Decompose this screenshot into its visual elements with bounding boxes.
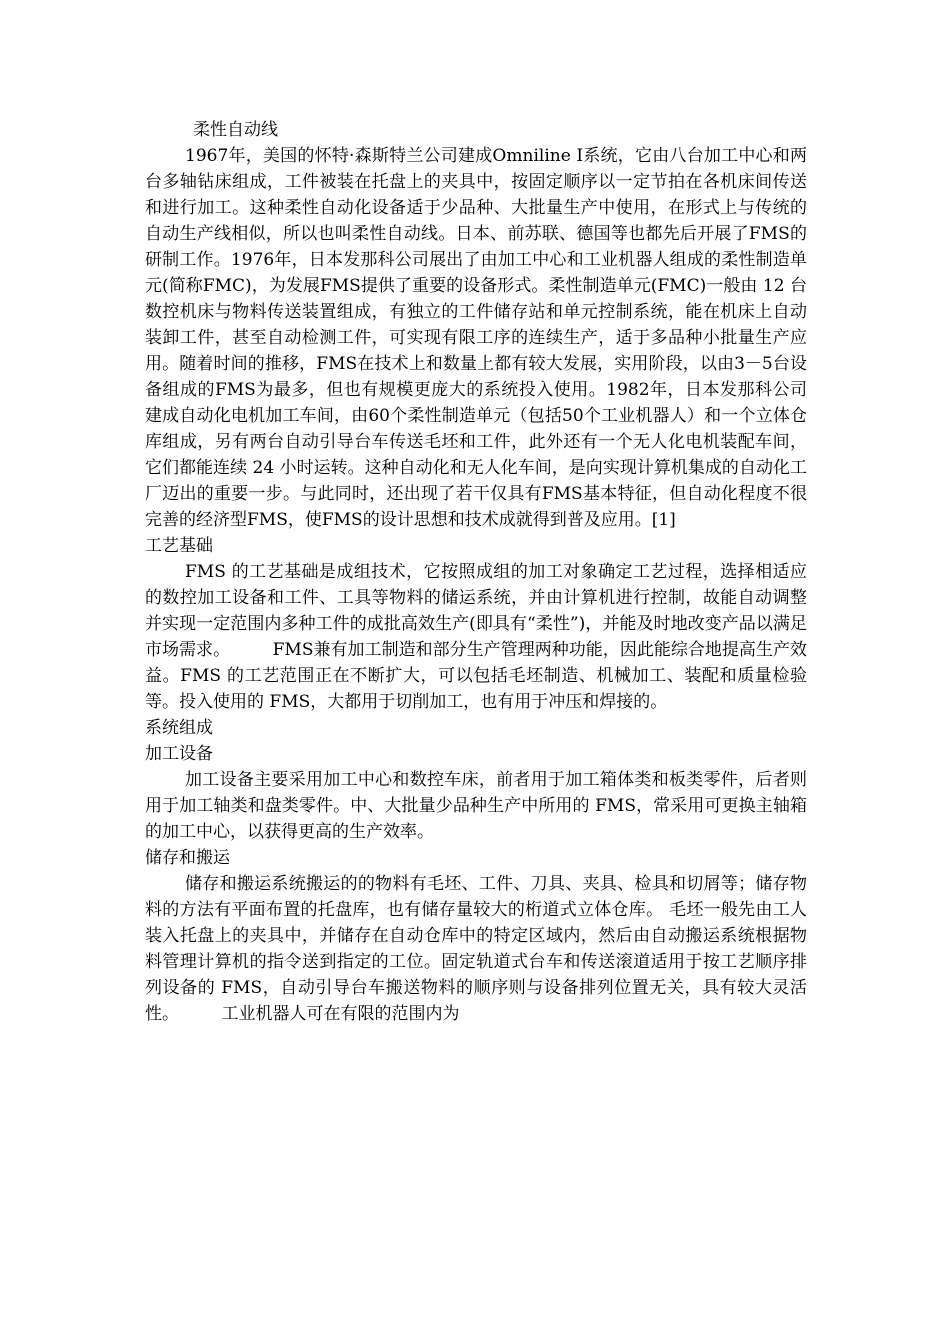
section-heading-flexible-line: 柔性自动线	[193, 120, 278, 140]
section-heading-system-composition: 系统组成	[145, 718, 213, 738]
section-heading-process-basis: 工艺基础	[145, 536, 213, 556]
document-body	[145, 117, 807, 1027]
paragraph-flexible-line: 1967年，美国的怀特·森斯特兰公司建成Omniline I系统，它由八台加工中心和两台多轴钻床组成，工件被装在托盘上的夹具中，按固定顺序以一定节拍在各机床间传送和进行加工。这种柔性自动化设备适于少品种、大批量生产中使用，在形式上与传统的自动生产线相似，所以也叫柔性自动线。日本、前苏联、德国等也都先后开展了FMS的研制工作。1976年，日本发那科公司展出了由加工中心和工业机器人组成的柔性制造单元(简称FMC)，为发展FMS提供了重要的设备形式。柔性制造单元(FMC)一般由 12 台数控机床与物料传送装置组成，有独立的工件储存站和单元控制系统，能在机床上自动装卸工件，甚至自动检测工件，可实现有限工序的连续生产，适于多品种小批量生产应用。随着时间的推移，FMS在技术上和数量上都有较大发展，实用阶段，以由3－5台设备组成的FMS为最多，但也有规模更庞大的系统投入使用。1982年，日本发那科公司建成自动化电机加工车间，由60个柔性制造单元（包括50个工业机器人）和一个立体仓库组成，另有两台自动引导台车传送毛坯和工件，此外还有一个无人化电机装配车间，它们都能连续 24 小时运转。这种自动化和无人化车间，是向实现计算机集成的自动化工厂迈出的重要一步。与此同时，还出现了若干仅具有FMS基本特征，但自动化程度不很完善的经济型FMS，使FMS的设计思想和技术成就得到普及应用。[1]	[145, 146, 807, 530]
paragraph-storage-transport: 储存和搬运系统搬运的的物料有毛坯、工件、刀具、夹具、检具和切屑等；储存物料的方法有平面布置的托盘库，也有储存量较大的桁道式立体仓库。 毛坯一般先由工人装入托盘上的夹具中，并储存在自动仓库中的特定区域内，然后由自动搬运系统根据物料管理计算机的指令送到指定的工位。固定轨道式台车和传送滚道适用于按工艺顺序排列设备的 FMS，自动引导台车搬送物料的顺序则与设备排列位置无关，具有较大灵活性。 工业机器人可在有限的范围内为	[145, 874, 807, 1024]
paragraph-processing-equipment: 加工设备主要采用加工中心和数控车床，前者用于加工箱体类和板类零件，后者则用于加工轴类和盘类零件。中、大批量少品种生产中所用的 FMS，常采用可更换主轴箱的加工中心，以获得更高的生产效率。	[145, 770, 807, 842]
section-heading-storage-transport: 储存和搬运	[145, 848, 230, 868]
paragraph-process-basis: FMS 的工艺基础是成组技术，它按照成组的加工对象确定工艺过程，选择相适应的数控加工设备和工件、工具等物料的储运系统，并由计算机进行控制，故能自动调整并实现一定范围内多种工件的成批高效生产(即具有“柔性”)，并能及时地改变产品以满足市场需求。 FMS兼有加工制造和部分生产管理两种功能，因此能综合地提高生产效益。FMS 的工艺范围正在不断扩大，可以包括毛坯制造、机械加工、装配和质量检验等。投入使用的 FMS，大都用于切削加工，也有用于冲压和焊接的。	[145, 562, 807, 712]
section-heading-processing-equipment: 加工设备	[145, 744, 213, 764]
